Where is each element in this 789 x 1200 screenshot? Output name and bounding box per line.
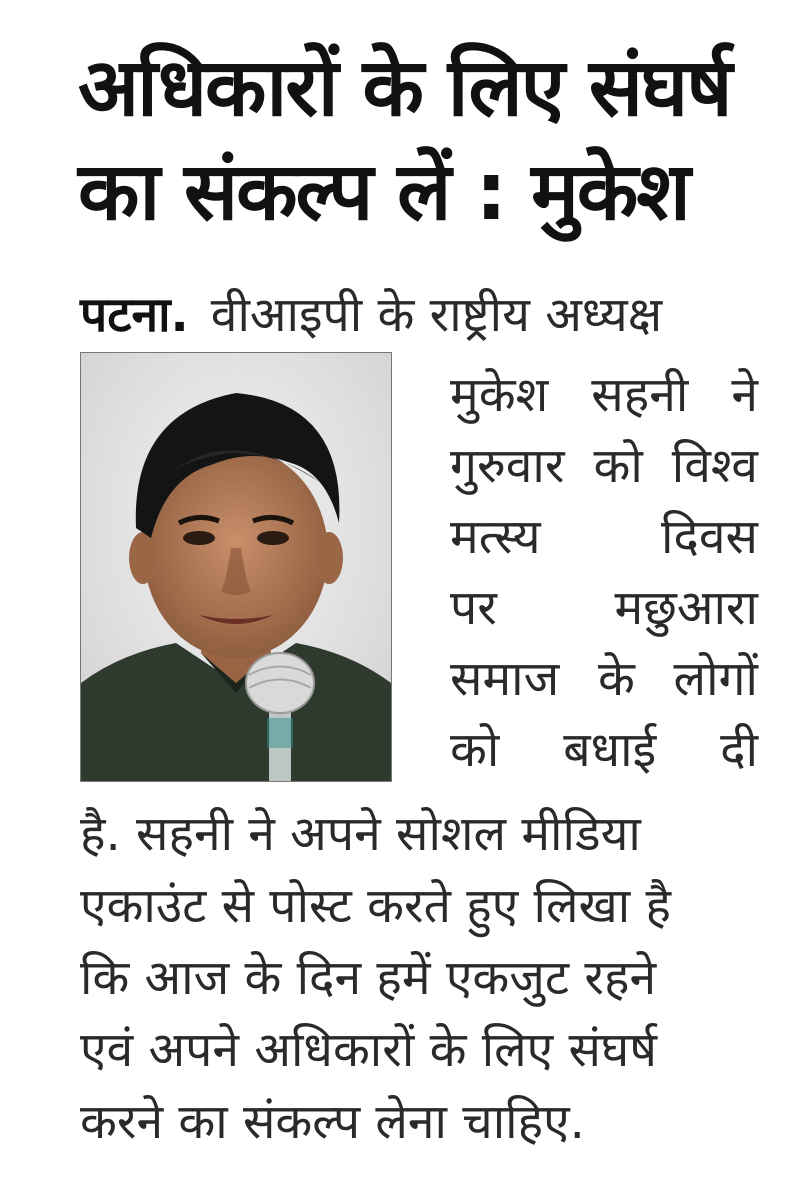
headline-line-2: का संकल्प लें : मुकेश xyxy=(78,145,689,238)
body-line-4: एवं अपने अधिकारों के लिए संघर्ष xyxy=(80,1022,658,1078)
word: सहनी xyxy=(591,367,689,423)
side-line-4 xyxy=(450,578,758,638)
headline xyxy=(78,38,758,246)
side-line-3 xyxy=(450,507,758,567)
news-photo xyxy=(80,352,392,782)
word: समाज xyxy=(450,651,560,707)
word: ने xyxy=(731,367,758,423)
word: मत्स्य xyxy=(450,509,541,565)
side-line-1 xyxy=(450,365,758,425)
body-line-5: करने का संकल्प लेना चाहिए. xyxy=(80,1094,585,1150)
word: लोगों xyxy=(673,651,758,707)
side-line-2 xyxy=(450,436,758,496)
side-line-5 xyxy=(450,649,758,709)
word: पर xyxy=(450,580,497,636)
side-line-6 xyxy=(450,720,758,780)
word: गुरुवार xyxy=(450,438,565,494)
person-photo xyxy=(81,353,391,781)
word: बधाई xyxy=(563,722,657,778)
word: विश्व xyxy=(671,438,758,494)
headline-line-1: अधिकारों के लिए संघर्ष xyxy=(78,41,731,134)
word: के xyxy=(597,651,635,707)
lead-line xyxy=(80,285,760,345)
body-line-2: एकाउंट से पोस्ट करते हुए लिखा है xyxy=(80,878,671,934)
body-line-1: है. सहनी ने अपने सोशल मीडिया xyxy=(80,806,641,862)
lead-text: वीआइपी के राष्ट्रीय अध्यक्ष xyxy=(210,287,663,343)
word: दिवस xyxy=(660,509,758,565)
word: मुकेश xyxy=(450,367,549,423)
word: मछुआरा xyxy=(614,580,758,636)
body-line-3: कि आज के दिन हमें एकजुट रहने xyxy=(80,950,657,1006)
dateline: पटना. xyxy=(80,287,189,343)
word: को xyxy=(450,722,500,778)
word: दी xyxy=(720,722,758,778)
word: को xyxy=(593,438,643,494)
